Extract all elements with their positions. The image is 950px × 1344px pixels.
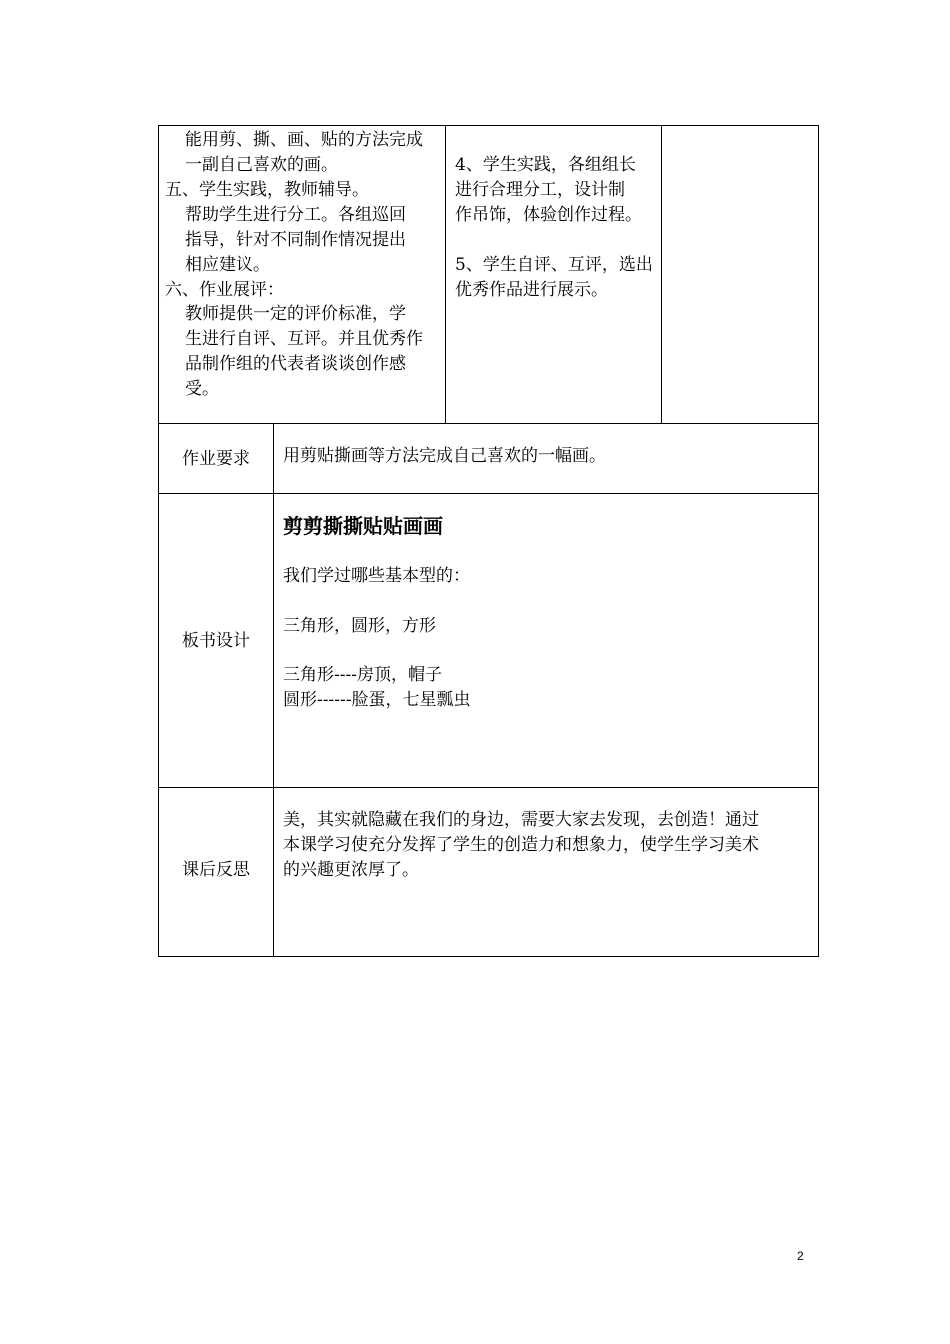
table-border-right bbox=[818, 125, 819, 957]
process-line: 五、学生实践，教师辅导。 bbox=[165, 180, 369, 200]
board-design-line: 圆形------脸蛋，七星瓢虫 bbox=[283, 690, 471, 710]
board-design-title: 剪剪撕撕贴贴画画 bbox=[283, 514, 443, 538]
process-line: 优秀作品进行展示。 bbox=[455, 280, 608, 300]
table-rule bbox=[158, 787, 819, 788]
process-line: 品制作组的代表者谈谈创作感 bbox=[185, 354, 406, 374]
homework-label: 作业要求 bbox=[182, 449, 250, 469]
table-rule bbox=[661, 125, 662, 423]
process-line: 教师提供一定的评价标准，学 bbox=[185, 304, 406, 324]
process-line: 指导，针对不同制作情况提出 bbox=[185, 230, 406, 250]
process-line: 能用剪、撕、画、贴的方法完成 bbox=[185, 130, 423, 150]
page-number: 2 bbox=[797, 1249, 804, 1263]
process-line: 六、作业展评： bbox=[165, 280, 284, 300]
process-line: 5、学生自评、互评，选出 bbox=[455, 255, 653, 275]
process-line: 帮助学生进行分工。各组巡回 bbox=[185, 205, 406, 225]
table-border-top bbox=[158, 125, 819, 126]
process-line: 4、学生实践，各组组长 bbox=[455, 155, 636, 175]
process-line: 进行合理分工，设计制 bbox=[455, 180, 625, 200]
reflection-label: 课后反思 bbox=[182, 860, 250, 880]
table-rule bbox=[158, 423, 819, 424]
process-line: 生进行自评、互评。并且优秀作 bbox=[185, 329, 423, 349]
board-design-line: 三角形----房顶，帽子 bbox=[283, 665, 442, 685]
table-border-left bbox=[158, 125, 159, 957]
table-rule bbox=[445, 125, 446, 423]
board-design-label: 板书设计 bbox=[182, 631, 250, 651]
process-line: 相应建议。 bbox=[185, 255, 270, 275]
process-line: 一副自己喜欢的画。 bbox=[185, 155, 338, 175]
process-line: 受。 bbox=[185, 379, 219, 399]
homework-content: 用剪贴撕画等方法完成自己喜欢的一幅画。 bbox=[283, 446, 606, 466]
table-rule bbox=[273, 423, 274, 957]
table-border-bottom bbox=[158, 956, 819, 957]
board-design-line: 三角形，圆形，方形 bbox=[283, 616, 436, 636]
board-design-line: 我们学过哪些基本型的： bbox=[283, 566, 470, 586]
process-line: 作吊饰，体验创作过程。 bbox=[455, 205, 642, 225]
reflection-line: 本课学习使充分发挥了学生的创造力和想象力，使学生学习美术 bbox=[283, 835, 759, 855]
reflection-line: 美，其实就隐藏在我们的身边，需要大家去发现，去创造！通过 bbox=[283, 810, 759, 830]
reflection-line: 的兴趣更浓厚了。 bbox=[283, 860, 419, 880]
table-rule bbox=[158, 493, 819, 494]
